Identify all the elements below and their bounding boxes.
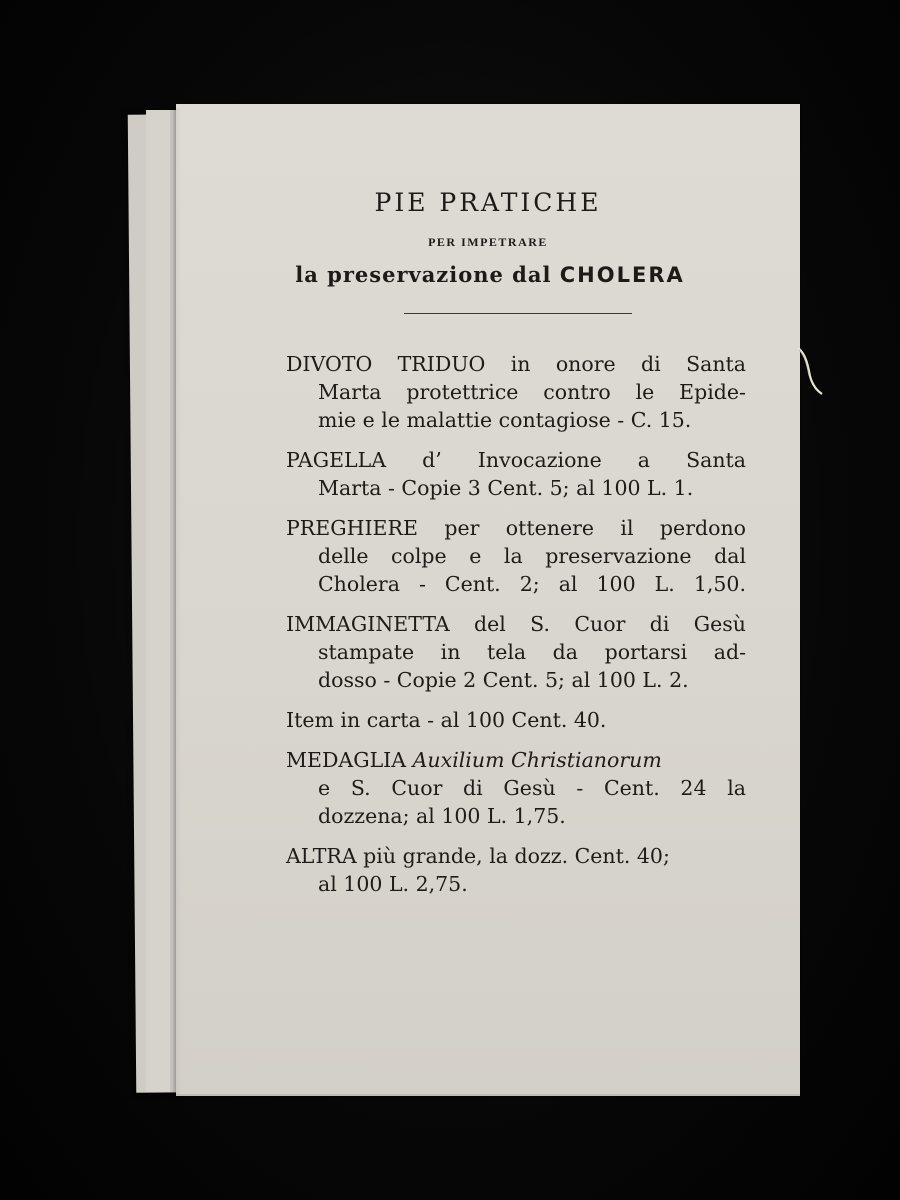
spine-shadow xyxy=(170,108,182,1094)
entry-line: PAGELLA d’ Invocazione a Santa xyxy=(286,448,746,472)
heading-keyword: CHOLERA xyxy=(559,263,685,287)
entry-line: Cholera - Cent. 2; al 100 L. 1,50. xyxy=(318,572,746,596)
entry-line: delle colpe e la preservazione dal xyxy=(318,544,746,568)
entry-line: stampate in tela da portarsi ad- xyxy=(318,640,746,664)
heading-divider xyxy=(404,313,632,314)
entry-altra xyxy=(286,842,746,898)
entry-line: al 100 L. 2,75. xyxy=(318,872,468,896)
entry-divoto-triduo xyxy=(286,350,746,434)
entry-line: Item in carta - al 100 Cent. 40. xyxy=(286,708,607,732)
entry-list xyxy=(286,350,746,910)
entry-line: ALTRA più grande, la dozz. Cent. 40; xyxy=(286,844,670,868)
entry-line: e S. Cuor di Gesù - Cent. 24 la xyxy=(318,776,746,800)
entry-preghiere xyxy=(286,514,746,598)
entry-medaglia xyxy=(286,746,746,830)
page-title: PIE PRATICHE xyxy=(374,188,602,217)
entry-line: mie e le malattie contagiose - C. 15. xyxy=(318,408,692,432)
page-subtitle: PER IMPETRARE xyxy=(428,235,548,249)
entry-line: PREGHIERE per ottenere il perdono xyxy=(286,516,746,540)
entry-line: DIVOTO TRIDUO in onore di Santa xyxy=(286,352,746,376)
page-heading xyxy=(190,262,790,287)
entry-line: dosso - Copie 2 Cent. 5; al 100 L. 2. xyxy=(318,668,689,692)
entry-item-in-carta xyxy=(286,706,746,734)
entry-italic: Auxilium Christianorum xyxy=(412,748,662,772)
entry-line-first xyxy=(286,746,746,774)
binding-thread-icon xyxy=(796,340,826,400)
entry-line: Marta protettrice contro le Epide- xyxy=(318,380,746,404)
entry-lead: MEDAGLIA xyxy=(286,748,407,772)
entry-line: IMMAGINETTA del S. Cuor di Gesù xyxy=(286,612,746,636)
heading-lead: la preservazione dal xyxy=(295,262,552,287)
entry-immaginetta xyxy=(286,610,746,694)
entry-line: dozzena; al 100 L. 1,75. xyxy=(318,804,566,828)
entry-pagella xyxy=(286,446,746,502)
entry-line: Marta - Copie 3 Cent. 5; al 100 L. 1. xyxy=(318,476,694,500)
